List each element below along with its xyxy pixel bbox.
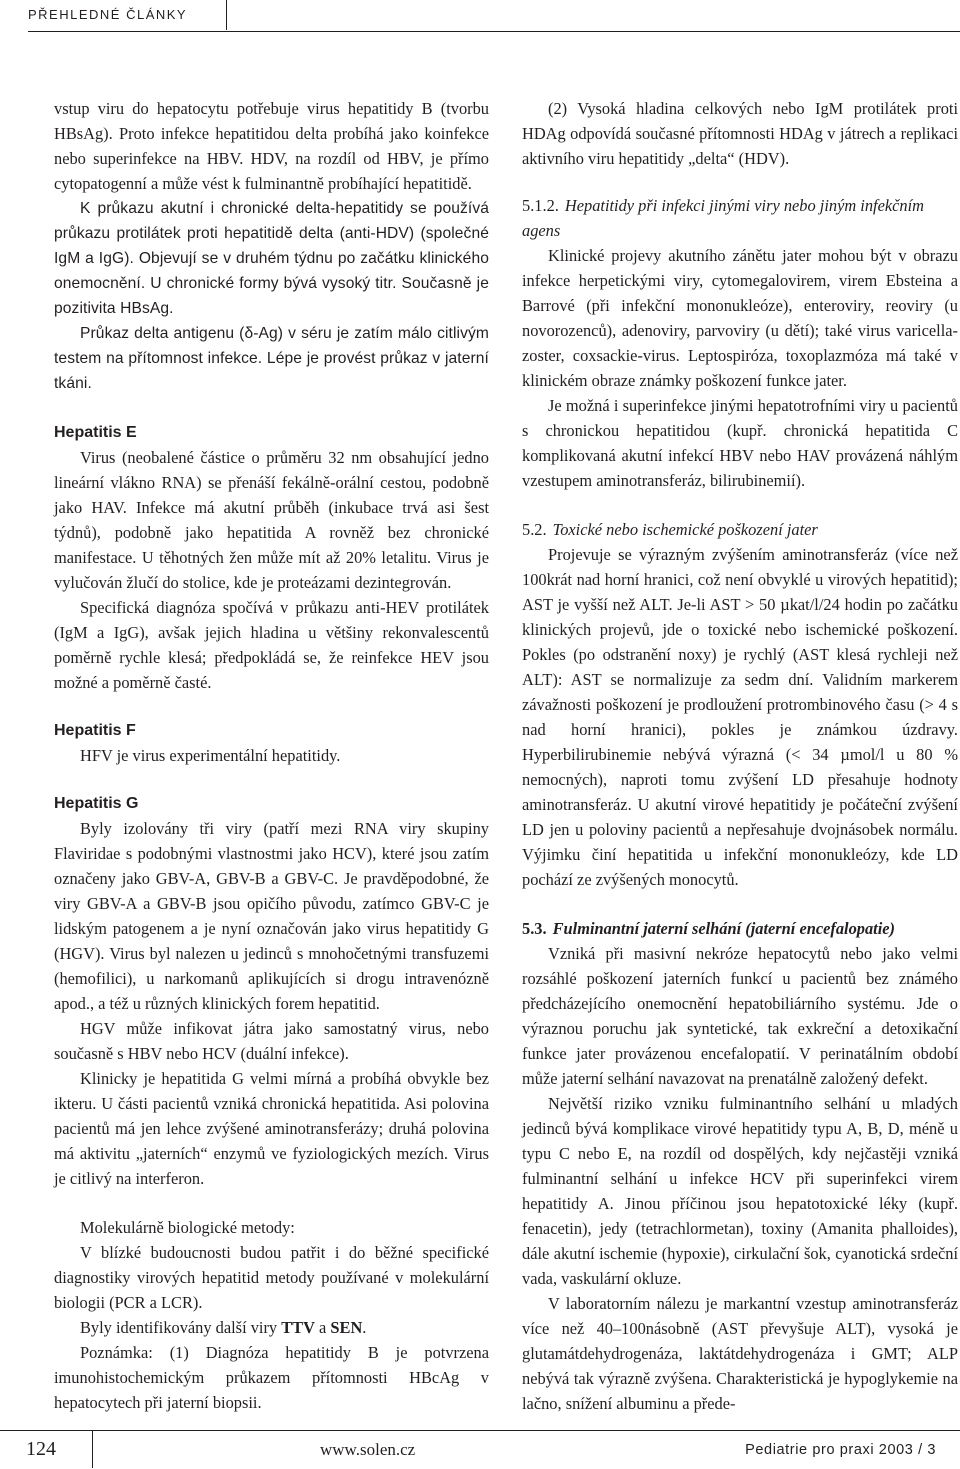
heading-5-2 <box>522 517 958 542</box>
paragraph-anti-hdv: K průkazu akutní i chronické delta-hepatitidy se používá průkazu protilátek proti hepatitidě delta (anti-HDV) (společné IgM a IgG). Objevují se v druhém týdnu po začátku klinického onemocnění. U chronické formy bývá vysoký titr. Současně je pozitivita HBsAg. <box>54 200 489 317</box>
page-number: 124 <box>26 1438 56 1460</box>
journal-issue: Pediatrie pro praxi 2003 / 3 <box>745 1442 936 1458</box>
left-column <box>54 96 489 1415</box>
heading-5-2-number: 5.2. <box>522 520 547 539</box>
paragraph-hgv-isolation: Byly izolovány tři viry (patří mezi RNA viry skupiny Flaviridae s podobnými vlastnostmi jako HCV), které jsou zatím označeny jako GBV-A, GBV-B a GBV-C. Je pravděpodobné, že viry GBV-A a GBV-B jsou opičího původu, zatímco GBV-C je lidským patogenem a je nyní označován jako virus hepatitidy G (HGV). Virus byl nalezen u jedinců s mnohočetnými transfuzemi (hemofilici), u narkomanů aplikujících si drogu intravenózně apod., a též u různých klinických forem hepatitid. <box>54 819 489 1013</box>
paragraph-toxic-damage: Projevuje se výrazným zvýšením aminotransferáz (více než 100krát nad horní hranici, což není obvyklé u virových hepatitid); AST je vyšší než ALT. Je-li AST > 50 µkat/l/24 hodin po začátku klinických projevů, jde o toxické nebo ischemické poškození. Pokles (po odstranění noxy) je rychlý (AST klesá rychleji než ALT): AST se normalizuje za sedm dní. Validním markerem závažnosti poškození je prodloužení protrombinového času (> 4 s nad horní hranici), pokles je známkou úzdravy. Hyperbilirubinemie nebývá výrazná (< 34 µmol/l u 80 % nemocných), naproti tomu zvýšení LD přesahuje hodnoty aminotransferáz. U akutní virové hepatitidy je počáteční zvýšení LD jen u poloviny pacientů a nepřesahuje dvojnásobek normálu. Výjimku činí hepatitida u infekční mononukleózy, kde LD pochází ze zvýšených monocytů. <box>522 545 958 889</box>
heading-5-1-2 <box>522 193 958 243</box>
paragraph-delta-antigen: Průkaz delta antigenu (δ-Ag) v séru je zatím málo citlivým testem na přítomnost infekce. Lépe je provést průkaz v jaterní tkáni. <box>54 325 489 392</box>
paragraph-pcr-lcr: V blízké budoucnosti budou patřit i do běžné specifické diagnostiky virových hepatitid metody používané v molekulární biologii (PCR a LCR). <box>54 1243 489 1312</box>
paragraph-fulminant-origin: Vzniká při masivní nekróze hepatocytů nebo jako velmi rozsáhlé poškození jaterních funkcí u pacientů bez známého předcházejícího onemocnění hepatobiliárního systému. Jde o výraznou poruchu jak syntetické, tak exkreční a detoxikační funkce jater provázenou encefalopatií. V perinatálním období může jaterní selhání navazovat na prenatálně založený defekt. <box>522 944 958 1088</box>
heading-hepatitis-e: Hepatitis E <box>54 424 137 441</box>
header-rule-box <box>226 0 960 30</box>
paragraph-hgv-clinical: Klinicky je hepatitida G velmi mírná a probíhá obvykle bez ikteru. U části pacientů vzniká chronická hepatitida. Asi polovina pacientů má jen lehce zvýšené aminotransferázy; druhá polovina má aktivitu „jaterních“ enzymů ve fyziologických mezích. Virus je citlivý na interferon. <box>54 1069 489 1188</box>
paragraph-laboratory-findings: V laboratorním nálezu je markantní vzestup aminotransferáz více než 40–100násobně (AST převyšuje ALT), vysoká je glutamátdehydrogenáza, laktátdehydrogenáza i GMT; ALP nebývá tak výrazně zvýšena. Charakteristická je hypoglykemie na lačno, snížení albuminu a předе- <box>522 1294 958 1413</box>
footer-divider <box>92 1430 93 1468</box>
molecular-methods-title: Molekulárně biologické metody: <box>80 1218 295 1237</box>
paragraph-new-viruses <box>54 1315 489 1340</box>
new-viruses-end: . <box>362 1318 367 1337</box>
heading-5-1-2-title: Hepatitidy při infekci jinými viry nebo jiným infekčním agens <box>522 196 925 240</box>
right-column <box>522 96 958 1416</box>
paragraph-hfv: HFV je virus experimentální hepatitidy. <box>80 746 341 765</box>
heading-hepatitis-g: Hepatitis G <box>54 795 139 812</box>
heading-5-2-title: Toxické nebo ischemické poškození jater <box>552 520 818 539</box>
running-header <box>28 0 960 32</box>
note-1: Poznámka: (1) Diagnóza hepatitidy B je potvrzena imunohistochemickým průkazem přítomnosti HBcAg v hepatocytech při jaterní biopsii. <box>54 1343 489 1412</box>
section-label: PŘEHLEDNÉ ČLÁNKY <box>28 7 188 22</box>
paragraph-hgv-infection: HGV může infikovat játra jako samostatný virus, nebo současně s HBV nebo HCV (duální infekce). <box>54 1019 489 1063</box>
virus-sen: SEN <box>330 1318 363 1337</box>
paragraph-hev-diagnosis: Specifická diagnóza spočívá v průkazu anti-HEV protilátek (IgM a IgG), avšak jejich hladina u většiny rekonvalescentů poměrně rychle klesá; předpokládá se, že reinfekce HEV jsou možné a poměrně časté. <box>54 598 489 692</box>
paragraph-hev-virus: Virus (neobalené částice o průměru 32 nm obsahující jedno lineární vlákno RNA) se přenáší fekálně-orální cestou, podobně jako HAV. Infekce má akutní průběh (inkubace trvá asi šest týdnů), podobně jako hepatitida A rovněž bez chronické manifestace. U těhotných žen může mít až 20% letalitu. Virus je vylučován žlučí do stolice, kde je proteázami dezintegrován. <box>54 448 489 592</box>
note-2: (2) Vysoká hladina celkových nebo IgM protilátek proti HDAg odpovídá současné přítomnosti HDAg v játrech a replikaci aktivního viru hepatitidy „delta“ (HDV). <box>522 99 958 168</box>
heading-5-1-2-number: 5.1.2. <box>522 196 559 215</box>
paragraph-superinfection: Je možná i superinfekce jinými hepatotrofními viry u pacientů s chronickou hepatitidou (kupř. chronická hepatitida C komplikovaná akutní infekcí HBV nebo HAV provázená náhlým vzestupem aminotransferáz, bilirubinemií). <box>522 396 958 490</box>
new-viruses-text: Byly identifikovány další viry <box>80 1318 282 1337</box>
paragraph-other-viruses: Klinické projevy akutního zánětu jater mohou být v obrazu infekce herpetickými viry, cytomegalovirem, virem Ebsteina a Barrové (při infekční mononukleóze), enteroviry, reoviry (u novorozenců), adenoviry, parvoviry (u dětí); také virus varicella-zoster, coxsackie-virus. Leptospiróza, toxoplazmóza má také v klinickém obraze známky poškození funkce jater. <box>522 246 958 390</box>
paragraph-hdv-entry: vstup viru do hepatocytu potřebuje virus hepatitidy B (tvorbu HBsAg). Proto infekce hepatitidou delta probíhá jako koinfekce nebo superinfekce na HBV. HDV, na rozdíl od HBV, je přímo cytopatogenní a může vést k fulminantně probíhající hepatitidě. <box>54 99 489 193</box>
paragraph-fulminant-risk: Největší riziko vzniku fulminantního selhání u mladých jedinců bývá komplikace virové hepatitidy typu A, B, D, méně u typu C nebo E, na rozdíl od dospělých, kdy nejčastěji vzniká fulminantní selhání u infekce HCV při superinfekci virem hepatitidy A. Jinou příčinou jsou hepatotoxické léky (kupř. fenacetin), jedy (tetrachlormetan), toxiny (Amanita phalloides), dále akutní ischemie (hypoxie), cirkulační šok, cyanotická srdeční vada, vaskulární okluze. <box>522 1094 958 1288</box>
virus-ttv: TTV <box>281 1318 315 1337</box>
heading-5-3-number: 5.3. <box>522 919 547 938</box>
footer-rule <box>0 1430 960 1431</box>
heading-5-3 <box>522 916 958 941</box>
website-link[interactable]: www.solen.cz <box>320 1440 416 1459</box>
heading-hepatitis-f: Hepatitis F <box>54 722 136 739</box>
heading-5-3-title: Fulminantní jaterní selhání (jaterní encefalopatie) <box>552 919 896 938</box>
new-viruses-and: a <box>314 1318 331 1337</box>
